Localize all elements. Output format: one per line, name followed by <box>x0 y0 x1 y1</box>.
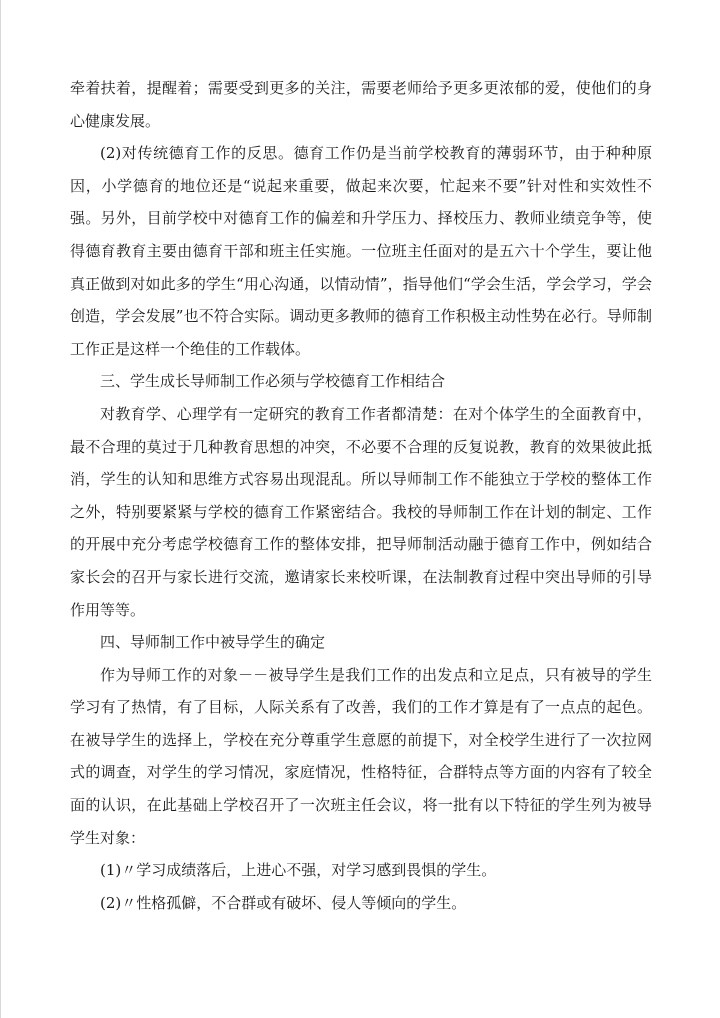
paragraph-continuation: 牵着扶着，提醒着；需要受到更多的关注，需要老师给予更多更浓郁的爱，使他们的身心健康发展。 <box>70 79 652 130</box>
paragraph-combine-with-moral-education: 对教育学、心理学有一定研究的教育工作者都清楚：在对个体学生的全面教育中，最不合理的莫过于几种教育思想的冲突，不必要不合理的反复说教，教育的效果彼此抵消，学生的认知和思维方式容易出现混乱。所以导师制工作不能独立于学校的整体工作之外，特别要紧紧与学校的德育工作紧密结合。我校的导师制工作在计划的制定、工作的开展中充分考虑学校德育工作的整体安排，把导师制活动融于德育工作中，例如结合家长会的召开与家长进行交流，邀请家长来校听课，在法制教育过程中突出导师的引导作用等等。 <box>70 404 652 619</box>
list-item-criterion-1: (1)〃学习成绩落后，上进心不强，对学习感到畏惧的学生。 <box>100 861 497 880</box>
document-body <box>70 72 652 919</box>
list-item-criterion-2: (2)〃性格孤僻，不合群或有破坏、侵人等倾向的学生。 <box>100 893 467 912</box>
section-heading-three: 三、学生成长导师制工作必须与学校德育工作相结合 <box>100 372 446 391</box>
paragraph-reflection-on-moral-education: (2)对传统德育工作的反思。德育工作仍是当前学校教育的薄弱环节，由于种种原因，小学德育的地位还是“说起来重要，做起来次要，忙起来不要”针对性和实效性不强。另外，目前学校中对德育工作的偏差和升学压力、择校压力、教师业绩竞争等，使得德育教育主要由德育干部和班主任实施。一位班主任面对的是五六十个学生，要让他真正做到对如此多的学生“用心沟通，以情动情”，指导他们“学会生活，学会学习，学会创造，学会发展”也不符合实际。调动更多教师的德育工作积极主动性势在必行。导师制工作正是这样一个绝佳的工作载体。 <box>70 144 652 358</box>
section-heading-four: 四、导师制工作中被导学生的确定 <box>100 633 326 652</box>
paragraph-student-selection: 作为导师工作的对象－－被导学生是我们工作的出发点和立足点，只有被导的学生学习有了热情，有了目标，人际关系有了改善，我们的工作才算是有了一点点的起色。在被导学生的选择上，学校在充分尊重学生意愿的前提下，对全校学生进行了一次拉网式的调查，对学生的学习情况，家庭情况，性格特征，合群特点等方面的内容有了较全面的认识，在此基础上学校召开了一次班主任会议，将一批有以下特征的学生列为被导学生对象： <box>70 665 652 847</box>
